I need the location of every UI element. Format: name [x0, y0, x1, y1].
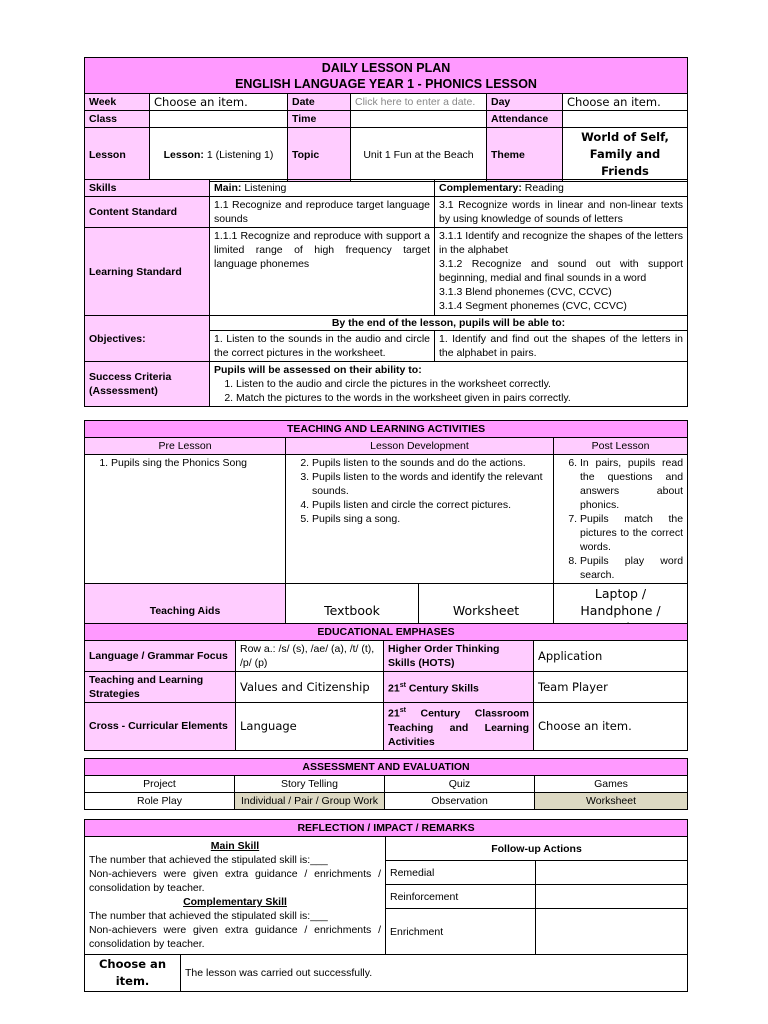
classroom-activities-select[interactable]: Choose an item.	[534, 703, 688, 751]
plan-subtitle-line: ENGLISH LANGUAGE YEAR 1 - PHONICS LESSON	[235, 76, 537, 91]
development-list	[290, 456, 549, 526]
date-label: Date	[288, 94, 351, 111]
activities-title: TEACHING AND LEARNING ACTIVITIES	[85, 421, 688, 438]
skills-label: Skills	[85, 180, 210, 197]
objective-main: 1. Listen to the sounds in the audio and circle the correct pictures in the worksheet.	[210, 331, 435, 362]
language-focus-label: Language / Grammar Focus	[85, 641, 236, 672]
learning-comp-item: 3.1.2 Recognize and sound out with support beginning, medial and final sounds in a word	[439, 258, 683, 284]
success-list	[214, 377, 683, 405]
classroom-activities-label	[384, 703, 534, 751]
assessment-option[interactable]: Observation	[385, 793, 535, 810]
teaching-aids-label: Teaching Aids	[85, 584, 286, 638]
post-lesson-header: Post Lesson	[554, 438, 688, 455]
week-select[interactable]: Choose an item.	[150, 94, 288, 111]
plan-title-line: DAILY LESSON PLAN	[321, 60, 451, 75]
success-item: 2. Match the pictures to the words in the worksheet given in pairs correctly.	[236, 391, 683, 405]
main-skill-remarks: Non-achievers were given extra guidance / enrichments / consolidation by teacher.	[89, 868, 381, 894]
classroom-activities-text: Century Classroom Teaching and Learning Activities	[388, 707, 529, 748]
assessment-option[interactable]: Project	[85, 776, 235, 793]
topic-value: Unit 1 Fun at the Beach	[351, 128, 487, 182]
post-lesson-item: 7. Pupils match the pictures to the correct words.	[580, 512, 683, 554]
theme-label: Theme	[487, 128, 563, 182]
success-criteria-label: Success Criteria (Assessment)	[85, 362, 210, 407]
main-skill-heading: Main Skill	[210, 840, 260, 852]
strategies-label: Teaching and Learning Strategies	[85, 672, 236, 703]
remedial-field[interactable]	[536, 861, 688, 885]
reflection-title: REFLECTION / IMPACT / REMARKS	[85, 820, 688, 837]
development-item: 2. Pupils listen to the sounds and do the actions.	[312, 456, 549, 470]
lesson-development-cell	[286, 455, 554, 584]
century-skills-text: Century Skills	[405, 682, 479, 695]
day-label: Day	[487, 94, 563, 111]
cross-curricular-label: Cross - Curricular Elements	[85, 703, 236, 751]
success-item: 1. Listen to the audio and circle the pictures in the worksheet correctly.	[236, 377, 683, 391]
comp-skill-heading: Complementary Skill	[183, 896, 287, 908]
enrichment-label: Enrichment	[386, 909, 536, 955]
day-select[interactable]: Choose an item.	[563, 94, 688, 111]
content-standard-main: 1.1 Recognize and reproduce target language sounds	[210, 197, 435, 228]
comp-skill-cell	[435, 180, 688, 197]
objectives-label: Objectives:	[85, 316, 210, 362]
attendance-label: Attendance	[487, 111, 563, 128]
development-item: 5. Pupils sing a song.	[312, 512, 549, 526]
main-skill-cell	[210, 180, 435, 197]
century-skills-suffix: st	[399, 681, 406, 689]
assessment-option-selected[interactable]: Individual / Pair / Group Work	[235, 793, 385, 810]
main-skill: Listening	[244, 182, 287, 194]
assessment-option[interactable]: Role Play	[85, 793, 235, 810]
hots-label: Higher Order Thinking Skills (HOTS)	[384, 641, 534, 672]
development-item: 4. Pupils listen and circle the correct pictures.	[312, 498, 549, 512]
assessment-option-selected[interactable]: Worksheet	[535, 793, 688, 810]
teaching-aid-device: Laptop / Handphone /	[554, 584, 688, 638]
century-skills-number: 21	[388, 682, 400, 695]
learning-standard-label: Learning Standard	[85, 228, 210, 316]
theme-value: World of Self, Family and Friends	[563, 128, 688, 182]
content-standard-comp: 3.1 Recognize words in linear and non-linear texts by using knowledge of sounds of letters	[435, 197, 688, 228]
development-item: 3. Pupils listen to the words and identify the relevant sounds.	[312, 470, 549, 498]
strategies-select[interactable]: Values and Citizenship	[236, 672, 384, 703]
cross-curricular-select[interactable]: Language	[236, 703, 384, 751]
hots-select[interactable]: Application	[534, 641, 688, 672]
comp-skill: Reading	[524, 182, 564, 194]
enrichment-field[interactable]	[536, 909, 688, 955]
date-picker[interactable]: Click here to enter a date.	[351, 94, 487, 111]
class-label: Class	[85, 111, 150, 128]
outcome-select[interactable]: Choose an item.	[85, 955, 181, 992]
lesson-label: Lesson	[85, 128, 150, 182]
reflection-skills-cell	[85, 837, 386, 955]
teaching-aid-textbook: Textbook	[286, 584, 419, 638]
learning-standard-comp	[435, 228, 688, 316]
assessment-table	[84, 758, 688, 810]
learning-standard-main: 1.1.1 Recognize and reproduce with support a limited range of high frequency target language phonemes	[210, 228, 435, 316]
assessment-option[interactable]: Quiz	[385, 776, 535, 793]
reinforcement-field[interactable]	[536, 885, 688, 909]
activities-table	[84, 420, 688, 638]
assessment-option[interactable]: Story Telling	[235, 776, 385, 793]
objective-comp: 1. Identify and find out the shapes of the letters in the alphabet in pairs.	[435, 331, 688, 362]
teaching-aid-worksheet: Worksheet	[419, 584, 554, 638]
comp-skill-count: The number that achieved the stipulated skill is:___	[89, 910, 328, 922]
content-standard-label: Content Standard	[85, 197, 210, 228]
lesson-info-table	[84, 57, 688, 182]
classroom-activities-suffix: st	[399, 707, 406, 714]
success-header: Pupils will be assessed on their ability to:	[214, 364, 422, 376]
language-focus-value: Row a.: /s/ (s), /ae/ (a), /t/ (t), /p/ (p)	[236, 641, 384, 672]
learning-comp-item: 3.1.3 Blend phonemes (CVC, CCVC)	[439, 286, 612, 298]
post-lesson-list	[558, 456, 683, 582]
emphases-table	[84, 623, 688, 751]
post-lesson-item: 8. Pupils play word search.	[580, 554, 683, 582]
class-field[interactable]	[150, 111, 288, 128]
reflection-table	[84, 819, 688, 992]
main-skill-count: The number that achieved the stipulated skill is:___	[89, 854, 328, 866]
emphases-title: EDUCATIONAL EMPHASES	[85, 624, 688, 641]
comp-prefix: Complementary:	[439, 182, 522, 194]
learning-comp-item: 3.1.1 Identify and recognize the shapes of the letters in the alphabet	[439, 230, 683, 256]
objectives-header: By the end of the lesson, pupils will be able to:	[210, 316, 688, 331]
main-prefix: Main:	[214, 182, 242, 194]
success-criteria	[210, 362, 688, 407]
remedial-label: Remedial	[386, 861, 536, 885]
classroom-activities-number: 21	[388, 707, 400, 720]
week-label: Week	[85, 94, 150, 111]
lesson-development-header: Lesson Development	[286, 438, 554, 455]
lesson-field	[150, 128, 288, 182]
century-skills-label	[384, 672, 534, 703]
learning-comp-item: 3.1.4 Segment phonemes (CVC, CCVC)	[439, 300, 627, 312]
post-lesson-item: 6. In pairs, pupils read the questions and answers about phonics.	[580, 456, 683, 512]
pre-lesson-list	[89, 456, 281, 470]
skills-table	[84, 179, 688, 407]
assessment-option[interactable]: Games	[535, 776, 688, 793]
pre-lesson-cell	[85, 455, 286, 584]
topic-label: Topic	[288, 128, 351, 182]
lesson-prefix: Lesson:	[163, 148, 204, 161]
reinforcement-label: Reinforcement	[386, 885, 536, 909]
followup-header: Follow-up Actions	[386, 837, 688, 861]
time-label: Time	[288, 111, 351, 128]
plan-title	[85, 58, 688, 94]
pre-lesson-header: Pre Lesson	[85, 438, 286, 455]
century-skills-select[interactable]: Team Player	[534, 672, 688, 703]
attendance-field[interactable]	[563, 111, 688, 128]
time-field[interactable]	[351, 111, 487, 128]
pre-lesson-item: 1. Pupils sing the Phonics Song	[111, 456, 281, 470]
outcome-remark: The lesson was carried out successfully.	[181, 955, 688, 992]
post-lesson-cell	[554, 455, 688, 584]
assessment-title: ASSESSMENT AND EVALUATION	[85, 759, 688, 776]
lesson-value: 1 (Listening 1)	[206, 148, 274, 161]
comp-skill-remarks: Non-achievers were given extra guidance / enrichments / consolidation by teacher.	[89, 924, 381, 950]
